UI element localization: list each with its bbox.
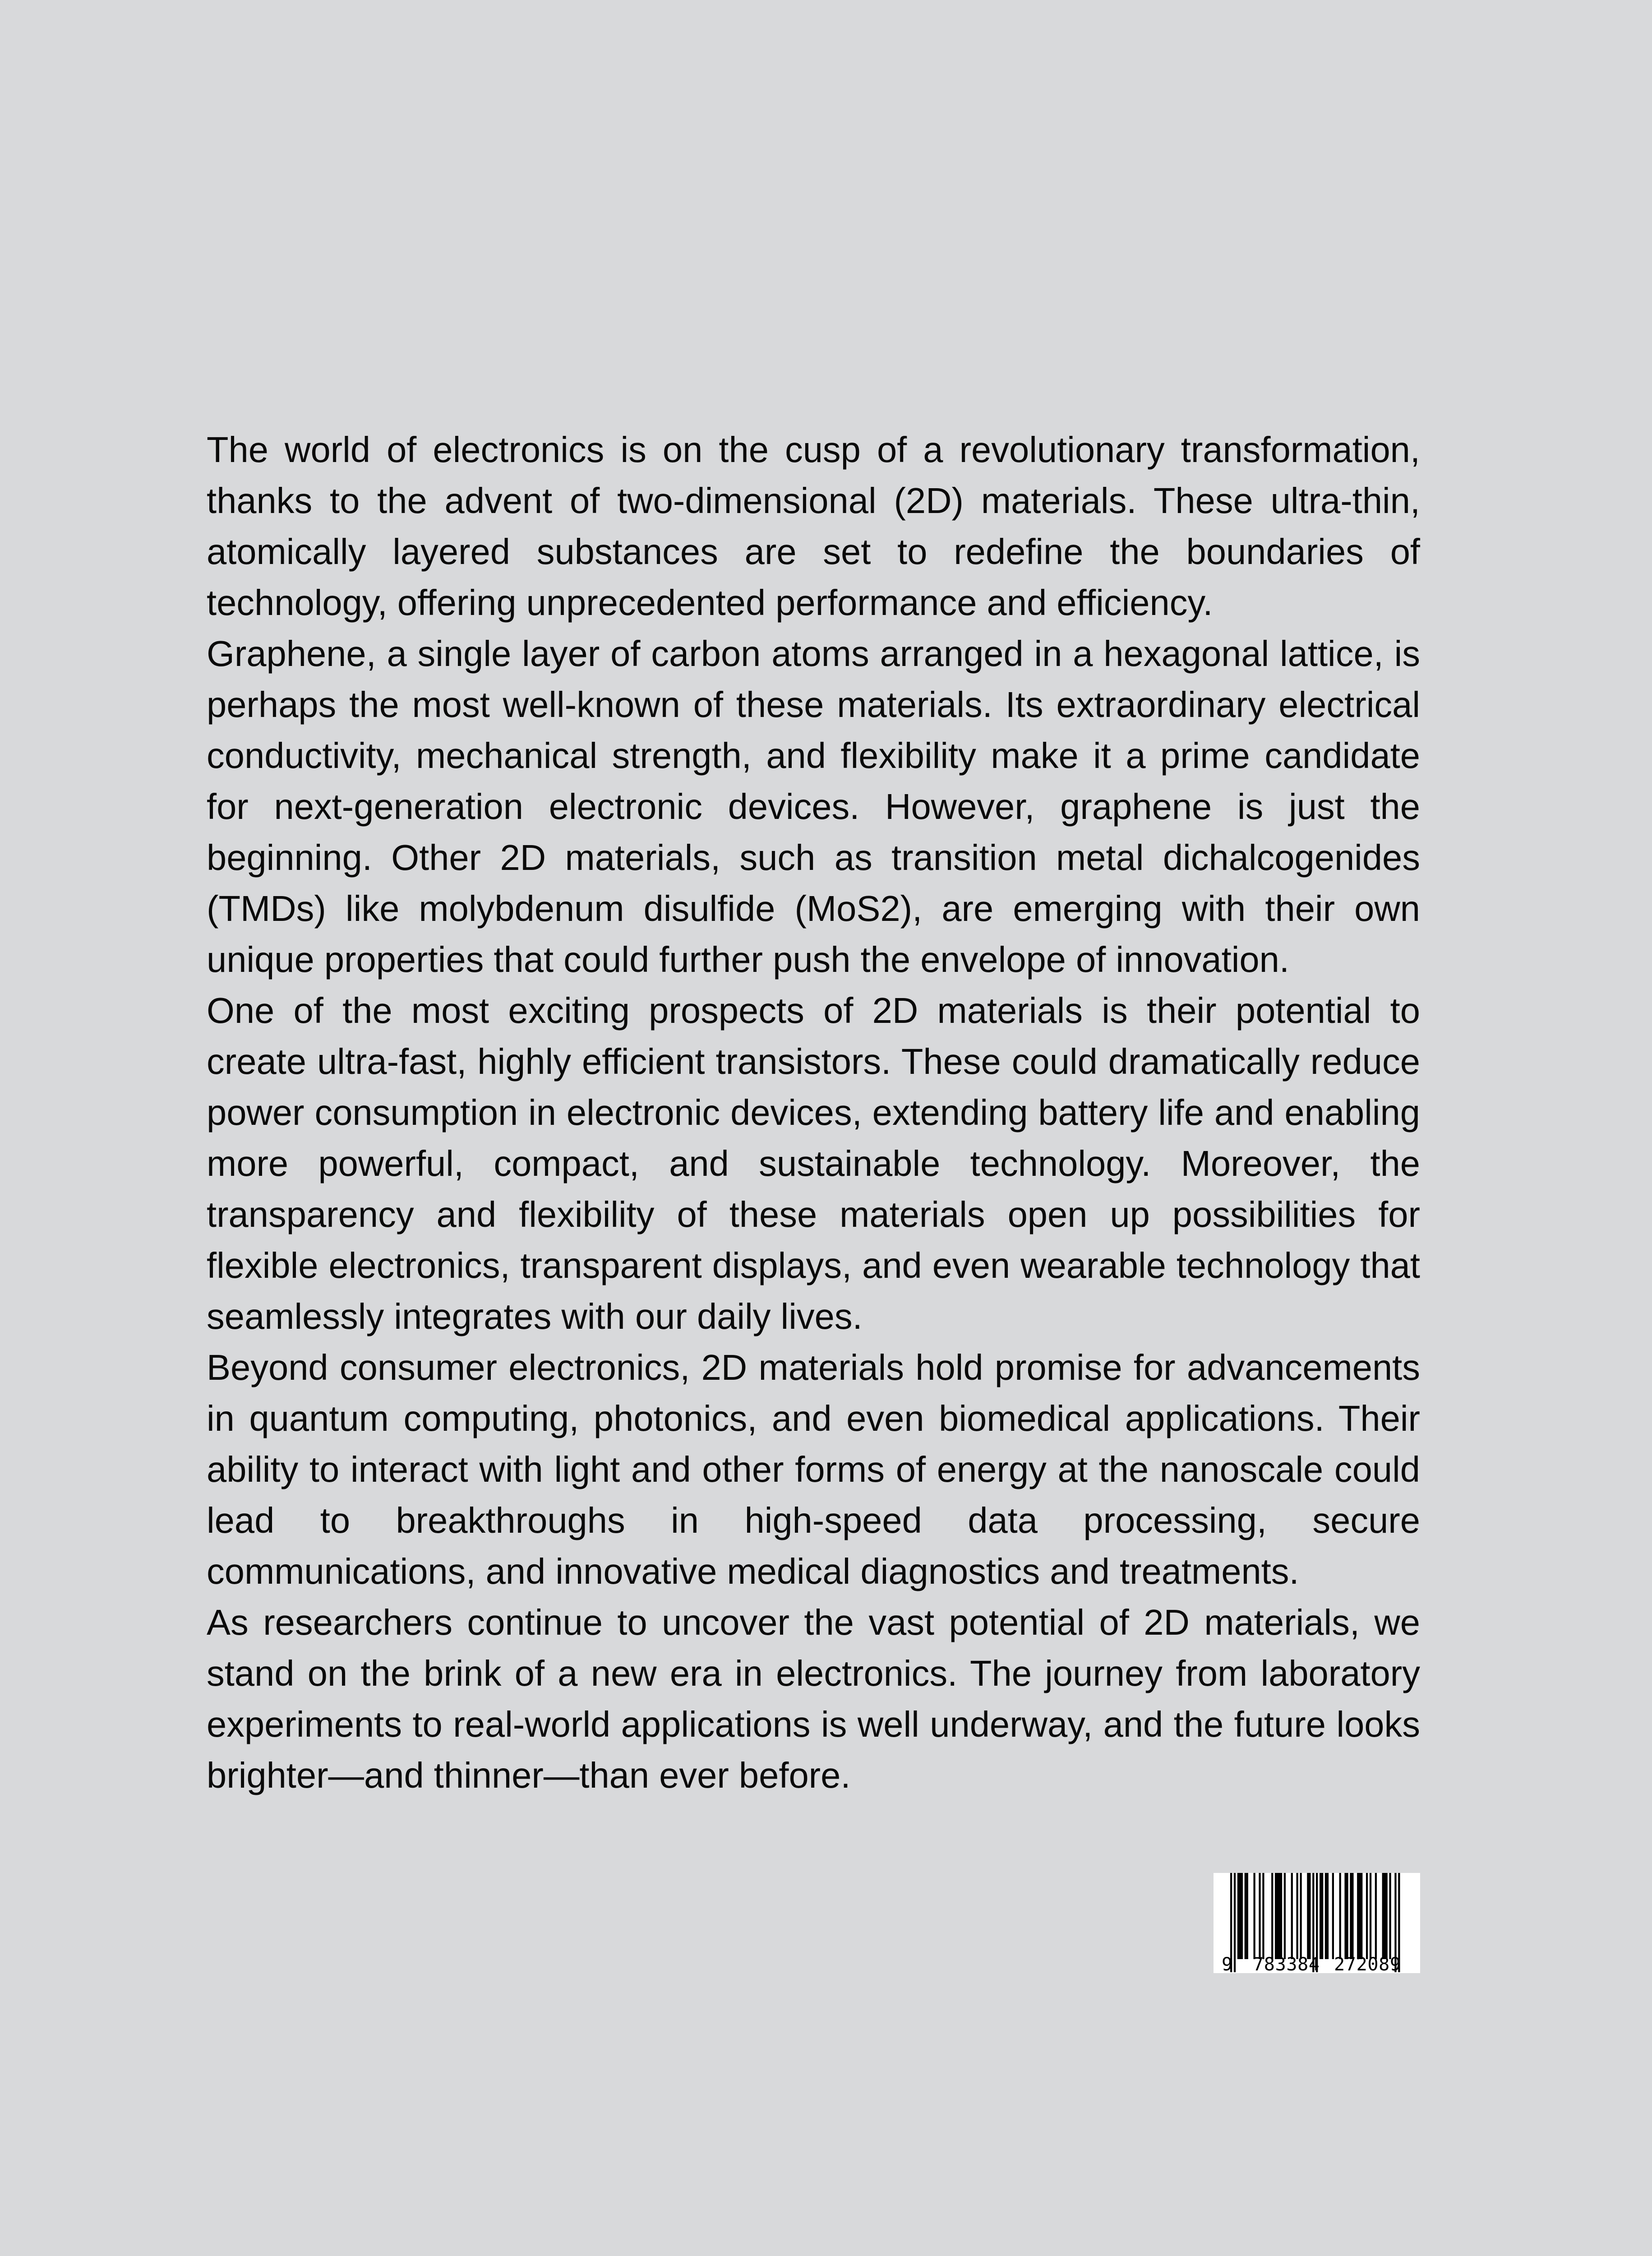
paragraph: As researchers continue to uncover the vast potential of 2D materials, we stand on the brink of a new era in electronics. The journey from laboratory experiments to real-world applications is well underway, and the future looks brighter—and thinner—than ever before. bbox=[207, 1602, 1420, 1795]
barcode-bar bbox=[1278, 1873, 1280, 1959]
barcode-bar bbox=[1284, 1873, 1286, 1959]
barcode-bar bbox=[1262, 1873, 1264, 1959]
barcode-bar bbox=[1346, 1873, 1348, 1959]
paragraph: The world of electronics is on the cusp of a revolutionary transformation, thanks to the advent of two-dimensional (2D) materials. These ultra-thin, atomically layered substances are set to redefine the boundaries of technology, offering unprecedented performance and efficiency. bbox=[207, 430, 1420, 623]
barcode-bar bbox=[1332, 1873, 1334, 1959]
barcode-bar bbox=[1375, 1873, 1377, 1959]
barcode-right-digits: 272089 bbox=[1334, 1954, 1401, 1973]
paragraph: Graphene, a single layer of carbon atoms arranged in a hexagonal lattice, is perhaps the most well-known of these materials. Its extraordinary electrical conductivity, mechanical strength, and flexibility make it a prime candidate for next-generation electronic devices. However, graphene is just the beginning. Other 2D materials, such as transition metal dichalcogenides (TMDs) like molybdenum disulfide (MoS2), are emerging with their own unique properties that could further push the envelope of innovation. bbox=[207, 633, 1420, 980]
paragraph: Beyond consumer electronics, 2D materials hold promise for advancements in quantum computing, photonics, and even biomedical applications. Their ability to interact with light and other forms of energy at the nanoscale could lead to breakthroughs in high-speed data processing, secure communications, and innovative medical diagnostics and treatments. bbox=[207, 1347, 1420, 1591]
barcode-bar bbox=[1325, 1873, 1327, 1959]
barcode-bar bbox=[1321, 1873, 1323, 1959]
barcode-bar bbox=[1241, 1873, 1243, 1959]
barcode-bar bbox=[1253, 1873, 1255, 1959]
barcode-bar bbox=[1350, 1873, 1352, 1959]
barcode-left-digits: 783384 bbox=[1253, 1954, 1320, 1973]
back-cover-text bbox=[207, 424, 1420, 1801]
barcode-bar bbox=[1344, 1873, 1346, 1959]
barcode-bar bbox=[1307, 1873, 1309, 1959]
barcode-bar bbox=[1291, 1873, 1293, 1959]
barcode-bar bbox=[1382, 1873, 1384, 1959]
barcode-bar bbox=[1386, 1873, 1388, 1959]
barcode-bar bbox=[1320, 1873, 1321, 1959]
barcode-bar bbox=[1389, 1873, 1391, 1959]
paragraph: One of the most exciting prospects of 2D materials is their potential to create ultra-fast, highly efficient transistors. These could dramatically reduce power consumption in electronic devices, extending battery life and enabling more powerful, compact, and sustainable technology. Moreover, the transparency and flexibility of these materials open up possibilities for flexible electronics, transparent displays, and even wearable technology that seamlessly integrates with our daily lives. bbox=[207, 990, 1420, 1336]
barcode-bar bbox=[1239, 1873, 1241, 1959]
barcode-bar bbox=[1246, 1873, 1248, 1959]
barcode-bar bbox=[1300, 1873, 1301, 1959]
barcode-bar bbox=[1339, 1873, 1341, 1959]
isbn-barcode bbox=[1214, 1873, 1420, 1973]
barcode-bar bbox=[1366, 1873, 1368, 1959]
barcode-bar bbox=[1275, 1873, 1277, 1959]
barcode-bar bbox=[1327, 1873, 1329, 1959]
barcode-bar bbox=[1361, 1873, 1362, 1959]
barcode-bar bbox=[1357, 1873, 1359, 1959]
barcode-bar bbox=[1370, 1873, 1371, 1959]
barcode-bar bbox=[1245, 1873, 1246, 1959]
barcode-first-digit: 9 bbox=[1222, 1954, 1233, 1973]
barcode-bar bbox=[1259, 1873, 1260, 1959]
barcode-bar bbox=[1280, 1873, 1282, 1959]
barcode-bar bbox=[1277, 1873, 1278, 1959]
barcode-bar bbox=[1352, 1873, 1353, 1959]
barcode-bar bbox=[1359, 1873, 1361, 1959]
barcode-guard-bar bbox=[1234, 1873, 1236, 1972]
barcode-bar bbox=[1297, 1873, 1298, 1959]
barcode-bar bbox=[1384, 1873, 1386, 1959]
barcode-bar bbox=[1309, 1873, 1311, 1959]
barcode-bar bbox=[1237, 1873, 1239, 1959]
barcode-bar bbox=[1271, 1873, 1273, 1959]
